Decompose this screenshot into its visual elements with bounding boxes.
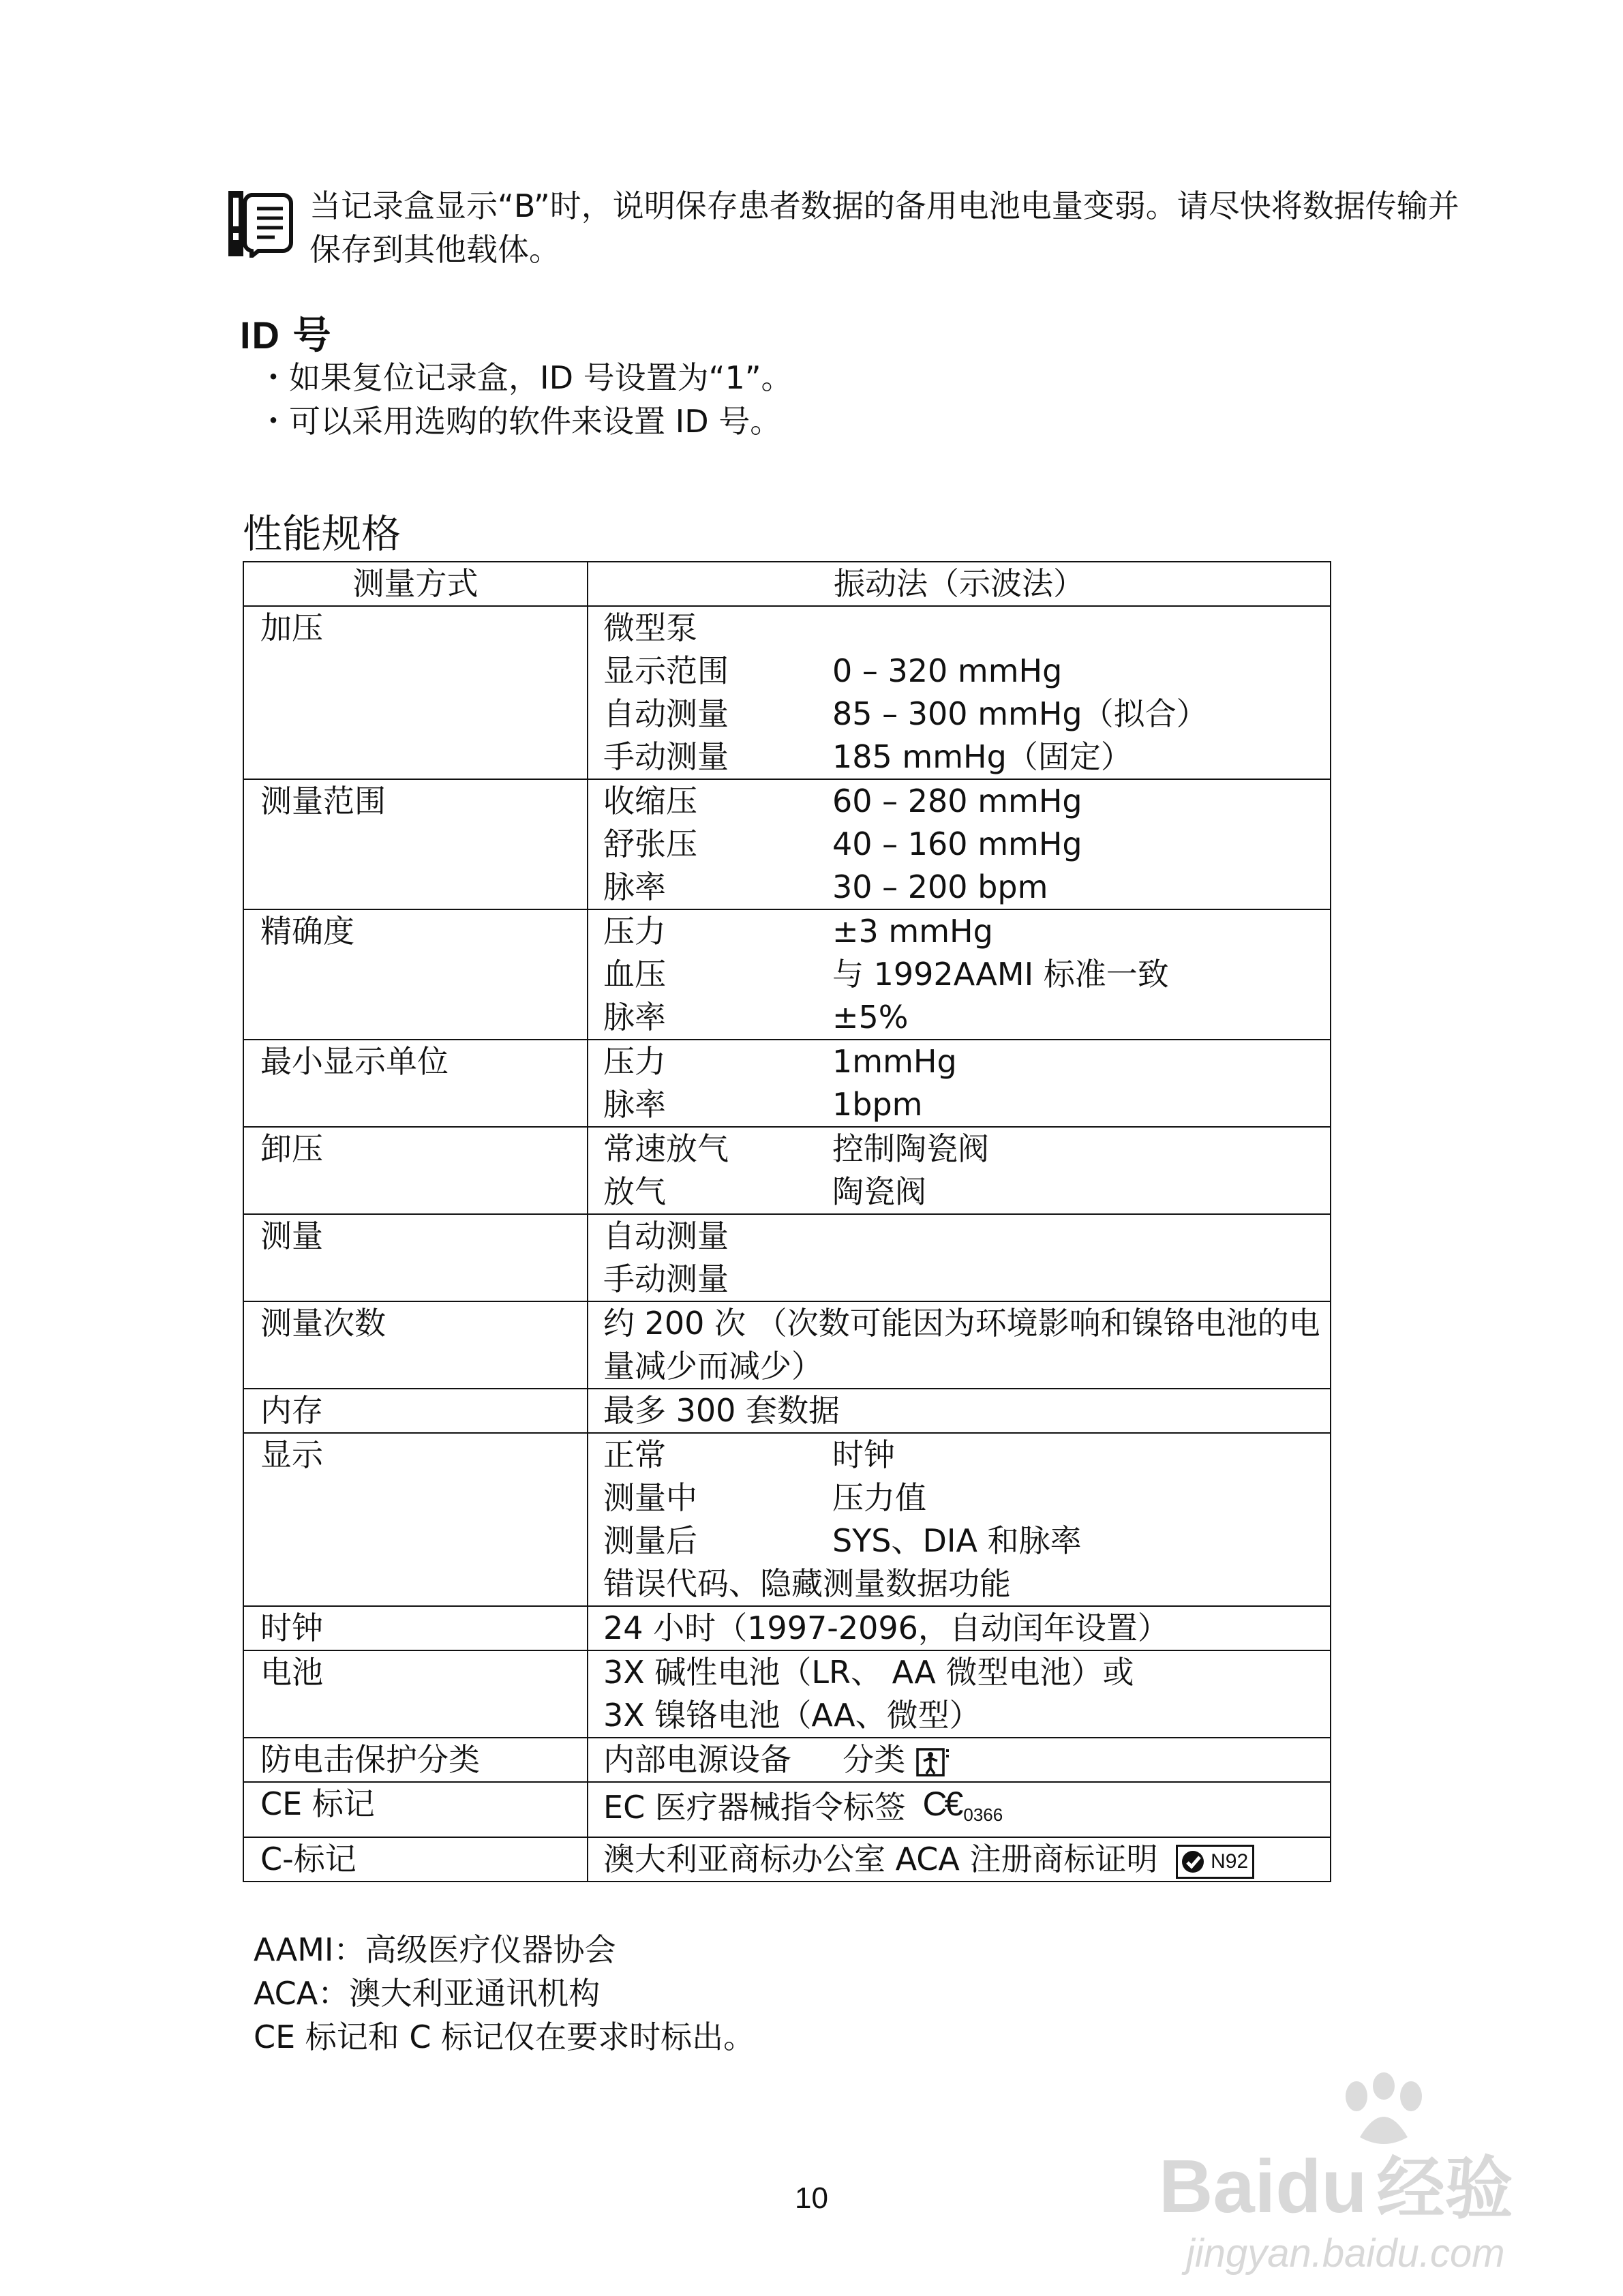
table-row xyxy=(243,1301,1331,1389)
table-row xyxy=(243,779,1331,909)
row-label: 最小显示单位 xyxy=(243,1040,588,1127)
ce-mark-icon xyxy=(922,1783,1003,1837)
c-tick-number: N92 xyxy=(1211,1849,1249,1873)
table-row xyxy=(243,1433,1331,1606)
row-label: 内存 xyxy=(243,1389,588,1433)
table-row xyxy=(243,1738,1331,1782)
value-label: 测量后 xyxy=(603,1522,697,1559)
row-label: 测量次数 xyxy=(243,1301,588,1389)
row-label: 精确度 xyxy=(243,909,588,1040)
value-label: 微型泵 xyxy=(603,609,697,646)
value-text: 40 – 160 mmHg xyxy=(832,826,1082,862)
value-text: 85 – 300 mmHg（拟合） xyxy=(832,695,1208,732)
row-label: 显示 xyxy=(243,1433,588,1606)
value-label: 脉率 xyxy=(603,1086,666,1123)
row-label: CE 标记 xyxy=(243,1782,588,1837)
value-text: SYS、DIA 和脉率 xyxy=(832,1522,1082,1559)
watermark-brand-left: Bai xyxy=(1159,2145,1276,2229)
footnote-aami: AAMI：高级医疗仪器协会 xyxy=(254,1931,616,1968)
note-icon xyxy=(227,190,295,258)
value-text: 控制陶瓷阀 xyxy=(832,1130,989,1167)
id-bullet-2: ・可以采用选购的软件来设置 ID 号。 xyxy=(258,403,782,440)
value-text: ±5% xyxy=(832,999,909,1036)
row-label: 测量范围 xyxy=(243,779,588,909)
table-row xyxy=(243,1837,1331,1882)
row-value: 最多 300 套数据 xyxy=(588,1389,1331,1433)
row-value xyxy=(588,909,1331,1040)
row-value xyxy=(588,1650,1331,1738)
value-text: 1bpm xyxy=(832,1086,923,1123)
row-value: 约 200 次 （次数可能因为环境影响和镍铬电池的电量减少而减少） xyxy=(588,1301,1331,1389)
c-tick-logo xyxy=(1181,1849,1208,1874)
table-row xyxy=(243,1782,1331,1837)
value-label: 舒张压 xyxy=(603,826,697,862)
header-cell: 振动法（示波法） xyxy=(588,562,1331,606)
value-label: 自动测量 xyxy=(603,1218,729,1254)
value-text: 内部电源设备 分类 xyxy=(603,1741,906,1778)
table-row xyxy=(243,1214,1331,1301)
table-row xyxy=(243,909,1331,1040)
value-text: 与 1992AAMI 标准一致 xyxy=(832,956,1169,993)
type-b-body-icon xyxy=(915,1747,951,1777)
table-row xyxy=(243,1606,1331,1650)
row-label: 时钟 xyxy=(243,1606,588,1650)
value-text: 30 – 200 bpm xyxy=(832,868,1048,905)
watermark-url: jingyan.baidu.com xyxy=(1186,2231,1505,2276)
value-text: 错误代码、隐藏测量数据功能 xyxy=(603,1565,1011,1602)
value-label: 自动测量 xyxy=(603,695,729,732)
value-text: 3X 镍铬电池（AA、微型） xyxy=(603,1697,981,1734)
value-text: ±3 mmHg xyxy=(832,913,993,950)
row-value xyxy=(588,1214,1331,1301)
value-label: 放气 xyxy=(603,1173,666,1210)
value-label: 手动测量 xyxy=(603,1260,729,1297)
spec-section-title: 性能规格 xyxy=(243,511,401,557)
value-label: 测量中 xyxy=(603,1479,697,1516)
value-text: EC 医疗器械指令标签 xyxy=(603,1789,906,1826)
row-label: 加压 xyxy=(243,606,588,779)
value-label: 常速放气 xyxy=(603,1130,729,1167)
table-header-row xyxy=(243,562,1331,606)
value-text: 压力值 xyxy=(832,1479,926,1516)
value-text: 60 – 280 mmHg xyxy=(832,783,1082,819)
value-label: 脉率 xyxy=(603,999,666,1036)
footnote-aca: ACA：澳大利亚通讯机构 xyxy=(254,1975,601,2012)
id-section-title: ID 号 xyxy=(240,314,333,357)
ce-mark-glyph: C€ xyxy=(922,1785,961,1823)
row-value xyxy=(588,1040,1331,1127)
row-label: 防电击保护分类 xyxy=(243,1738,588,1782)
footnote-marks: CE 标记和 C 标记仅在要求时标出。 xyxy=(254,2019,755,2055)
table-row xyxy=(243,606,1331,779)
id-bullet-1: ・如果复位记录盒，ID 号设置为“1”。 xyxy=(258,359,793,396)
baidu-watermark xyxy=(1159,2072,1595,2277)
value-text: 185 mmHg（固定） xyxy=(832,738,1132,775)
row-value xyxy=(588,1782,1331,1837)
row-value xyxy=(588,1837,1331,1882)
value-text: 陶瓷阀 xyxy=(832,1173,926,1210)
value-text: 0 – 320 mmHg xyxy=(832,652,1063,689)
row-value xyxy=(588,779,1331,909)
row-value xyxy=(588,1433,1331,1606)
value-label: 收缩压 xyxy=(603,783,697,819)
value-label: 脉率 xyxy=(603,868,666,905)
row-label: C-标记 xyxy=(243,1837,588,1882)
watermark-brand-cn: 经验 xyxy=(1376,2151,1513,2227)
page-number: 10 xyxy=(795,2181,828,2215)
header-cell: 测量方式 xyxy=(243,562,588,606)
value-text: 3X 碱性电池（LR、 AA 微型电池）或 xyxy=(603,1654,1134,1691)
c-tick-mark-icon xyxy=(1176,1845,1254,1879)
value-label: 显示范围 xyxy=(603,652,729,689)
value-text: 时钟 xyxy=(832,1436,895,1473)
value-text: 1mmHg xyxy=(832,1043,957,1080)
value-label: 血压 xyxy=(603,956,666,993)
spec-table xyxy=(243,561,1331,1882)
value-label: 压力 xyxy=(603,913,666,950)
value-label: 正常 xyxy=(603,1436,666,1473)
row-value xyxy=(588,606,1331,779)
watermark-brand-right: du xyxy=(1275,2145,1367,2229)
row-label: 电池 xyxy=(243,1650,588,1738)
row-value: 24 小时（1997-2096，自动闰年设置） xyxy=(588,1606,1331,1650)
row-label: 卸压 xyxy=(243,1127,588,1214)
table-row xyxy=(243,1040,1331,1127)
value-label: 手动测量 xyxy=(603,738,729,775)
note-text: 当记录盒显示“B”时，说明保存患者数据的备用电池电量变弱。请尽快将数据传输并保存到其他载体。 xyxy=(309,187,1459,268)
table-row xyxy=(243,1650,1331,1738)
ce-mark-number: 0366 xyxy=(963,1804,1003,1825)
table-row xyxy=(243,1389,1331,1433)
table-row xyxy=(243,1127,1331,1214)
row-label: 测量 xyxy=(243,1214,588,1301)
value-text: 澳大利亚商标办公室 ACA 注册商标证明 xyxy=(603,1841,1158,1877)
row-value xyxy=(588,1127,1331,1214)
value-label: 压力 xyxy=(603,1043,666,1080)
row-value xyxy=(588,1738,1331,1782)
